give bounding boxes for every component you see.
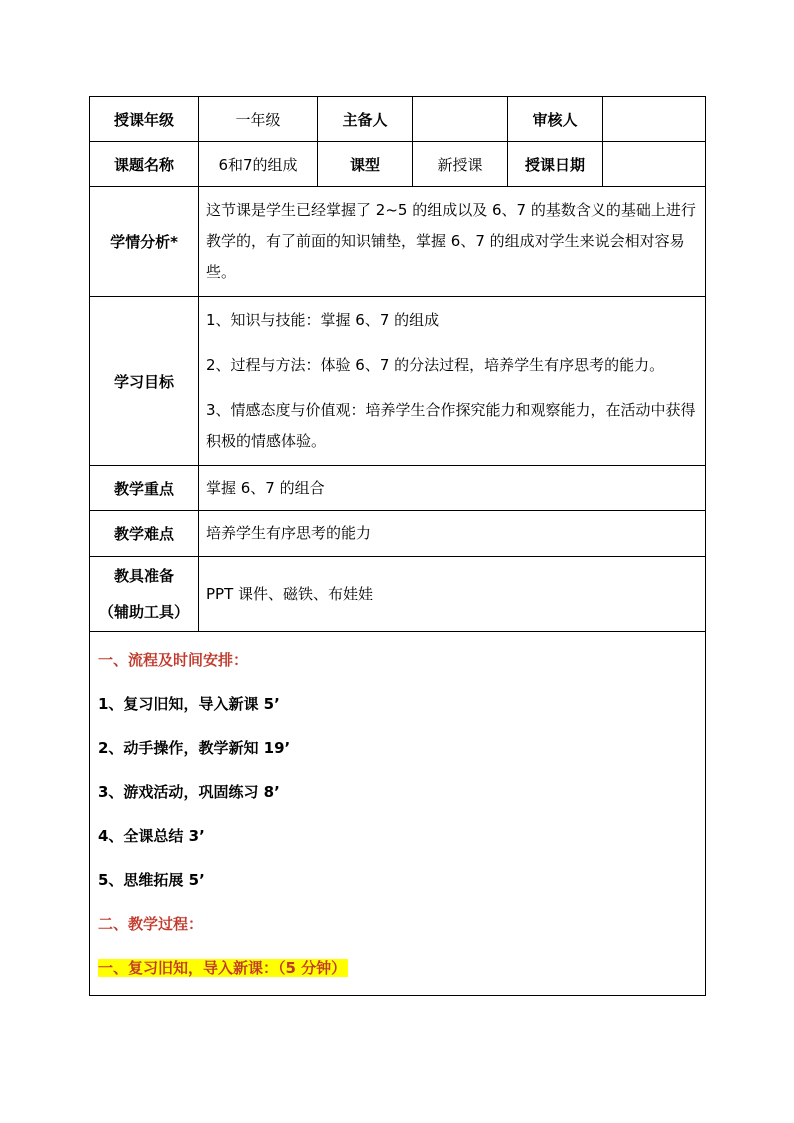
- table-row-grade: [90, 97, 706, 142]
- goals-label: 学习目标: [90, 297, 199, 466]
- process-step: 3、游戏活动，巩固练习 8’: [98, 783, 280, 801]
- preparer-label: 主备人: [318, 97, 413, 142]
- section-heading: [98, 957, 697, 979]
- teaching-process-heading: 二、教学过程：: [98, 915, 204, 933]
- process-step: 1、复习旧知，导入新课 5’: [98, 695, 280, 713]
- goals-list: [199, 297, 706, 466]
- date-label: 授课日期: [508, 142, 603, 187]
- tools-label-line1: 教具准备: [113, 567, 174, 585]
- tools-text: PPT 课件、磁铁、布娃娃: [199, 557, 706, 632]
- section-heading-highlight: 一、复习旧知，导入新课：（5 分钟）: [98, 959, 347, 977]
- analysis-label: 学情分析*: [90, 187, 199, 297]
- process-heading: 一、流程及时间安排：: [98, 651, 249, 669]
- process-step: 2、动手操作，教学新知 19’: [98, 739, 291, 757]
- type-value: 新授课: [413, 142, 508, 187]
- reviewer-label: 审核人: [508, 97, 603, 142]
- difficulty-text: 培养学生有序思考的能力: [199, 511, 706, 557]
- table-row-key-point: [90, 466, 706, 511]
- process-step: 4、全课总结 3’: [98, 827, 205, 845]
- goal-item: 3、情感态度与价值观：培养学生合作探究能力和观察能力，在活动中获得积极的情感体验。: [206, 401, 696, 450]
- process-step: 5、思维拓展 5’: [98, 871, 205, 889]
- lesson-plan-table: [89, 96, 706, 996]
- table-row-difficulty: [90, 511, 706, 557]
- table-row-analysis: [90, 187, 706, 297]
- key-point-text: 掌握 6、7 的组合: [199, 466, 706, 511]
- grade-label: 授课年级: [90, 97, 199, 142]
- topic-value: 6和7的组成: [199, 142, 318, 187]
- key-point-label: 教学重点: [90, 466, 199, 511]
- date-value: [603, 142, 706, 187]
- analysis-text: 这节课是学生已经掌握了 2~5 的组成以及 6、7 的基数含义的基础上进行教学的，有了前面的知识铺垫，掌握 6、7 的组成对学生来说会相对容易些。: [199, 187, 706, 297]
- topic-label: 课题名称: [90, 142, 199, 187]
- difficulty-label: 教学难点: [90, 511, 199, 557]
- process-section: [90, 632, 706, 996]
- preparer-value: [413, 97, 508, 142]
- type-label: 课型: [318, 142, 413, 187]
- table-row-goals: [90, 297, 706, 466]
- grade-value: 一年级: [199, 97, 318, 142]
- table-row-topic: [90, 142, 706, 187]
- table-row-tools: [90, 557, 706, 632]
- goal-item: 1、知识与技能：掌握 6、7 的组成: [206, 311, 440, 329]
- tools-label-line2: （辅助工具）: [98, 603, 189, 621]
- table-row-process: [90, 632, 706, 996]
- goal-item: 2、过程与方法：体验 6、7 的分法过程，培养学生有序思考的能力。: [206, 356, 665, 374]
- tools-label: [90, 557, 199, 632]
- reviewer-value: [603, 97, 706, 142]
